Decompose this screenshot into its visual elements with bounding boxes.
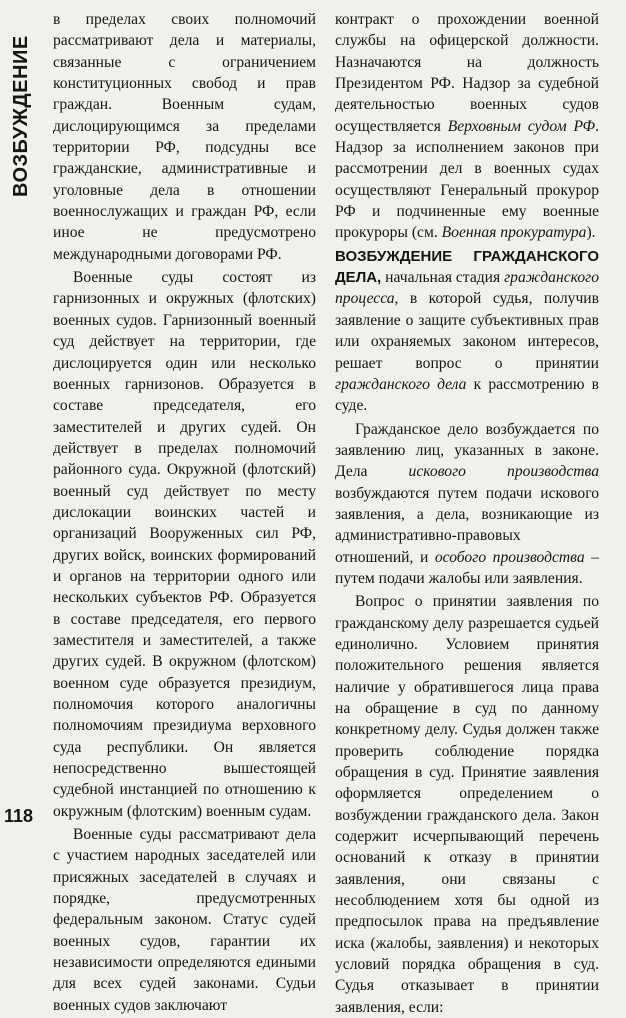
- paragraph: в пределах своих полномочий рассматривают дела и материалы, связанные с ограничением конституционных свобод и прав граждан. Военным судам, дислоцирующимся за пределами территории РФ, подсудны все гражданские, административные и уголовные дела в отношении военнослужащих и граждан РФ, если иное не предусмотрено международными договорами РФ.: [53, 11, 316, 263]
- text-run: к рассмотрению в суде.: [335, 375, 599, 415]
- text-run: ).: [586, 224, 596, 242]
- cross-reference: гражданского процесса: [335, 269, 599, 308]
- text-run: контракт о прохождении военной службы на офицерской должности. Назначаются на должность Президентом РФ. Надзор за судебной деятельностью военных судов осуществляется: [335, 11, 599, 135]
- text-run: – путем подачи жалобы или заявления.: [335, 548, 599, 587]
- paragraph: [335, 9, 599, 244]
- text-run: , в которой судья, получив заявление о защите субъективных прав или охраняемых законом интересов, решает вопрос о принятии: [335, 290, 599, 372]
- cross-reference: искового производства: [408, 463, 599, 481]
- page-number: 118: [4, 806, 34, 826]
- paragraph: Военные суды рассматривают дела с участием народных заседателей или присяжных заседателей в случаях и порядке, предусмотренных федеральным законом. Статус судей военных судов, гарантии их независимости определяются едиными для всех судей законами. Судьи военных судов заключают: [53, 826, 316, 1014]
- cross-reference: Верховным судом РФ: [447, 117, 596, 135]
- text-column-right: [335, 9, 599, 1018]
- text-run: начальная стадия: [381, 269, 505, 287]
- text-column-left: [53, 9, 316, 1016]
- entry-headword: ВОЗБУЖДЕНИЕ ГРАЖДАНСКОГО ДЕЛА,: [335, 247, 599, 287]
- cross-reference: Военная прокуратура: [441, 224, 587, 242]
- paragraph: Вопрос о принятии заявления по гражданскому делу разрешается судьей единолично. Условием принятия положительного решения является наличие у обратившегося лица права на обращение в суд по данному конкретному делу. Судья должен также проверить соблюдение порядка обращения в суд. Принятие заявления оформляется определением о возбуждении гражданского дела. Закон содержит исчерпывающий перечень оснований к отказу в принятии заявления, они связаны с несоблюдением хотя бы одной из предпосылок права на предъявление иска (жалобы, заявления) и некоторых условий порядка обращения в суд. Судья отказывает в принятии заявления, если:: [335, 593, 599, 1016]
- running-head: ВОЗБУЖДЕНИЕ: [10, 35, 32, 197]
- paragraph: [335, 419, 599, 590]
- text-run: Гражданское дело возбуждается по заявлению лиц, указанных в законе. Дела: [335, 420, 599, 481]
- dictionary-entry: [335, 246, 599, 417]
- text-run: возбуждаются путем подачи искового заявления, а дела, возникающие из административно-правовых отношений, и: [335, 484, 599, 566]
- paragraph: Военные суды состоят из гарнизонных и окружных (флотских) военных судов. Гарнизонный военный суд действует на территории, где дислоцируется один или несколько военных гарнизонов. Образуется в составе председателя, его заместителей и других судей. Он действует в пределах полномочий районного суда. Окружной (флотский) военный суд действует по месту дислокации воинских частей и организаций Вооруженных сил РФ, других войск, воинских формирований и органов на территории одного или нескольких субъектов РФ. Образуется в составе председателя, его первого заместителя и заместителей, а также других судей. В окружном (флотском) военном суде образуется президиум, полномочия которого аналогичны полномочиям президиума верховного суда республики. Он является непосредственно вышестоящей судебной инстанцией по отношению к окружным (флотским) военным судам.: [53, 269, 316, 820]
- text-run: . Надзор за исполнением законов при рассмотрении дел в военных судах осуществляют Генеральный прокурор РФ и подчиненные ему военные прокуроры (см.: [335, 117, 599, 242]
- cross-reference: особого производства: [434, 548, 585, 566]
- cross-reference: гражданского дела: [335, 375, 467, 393]
